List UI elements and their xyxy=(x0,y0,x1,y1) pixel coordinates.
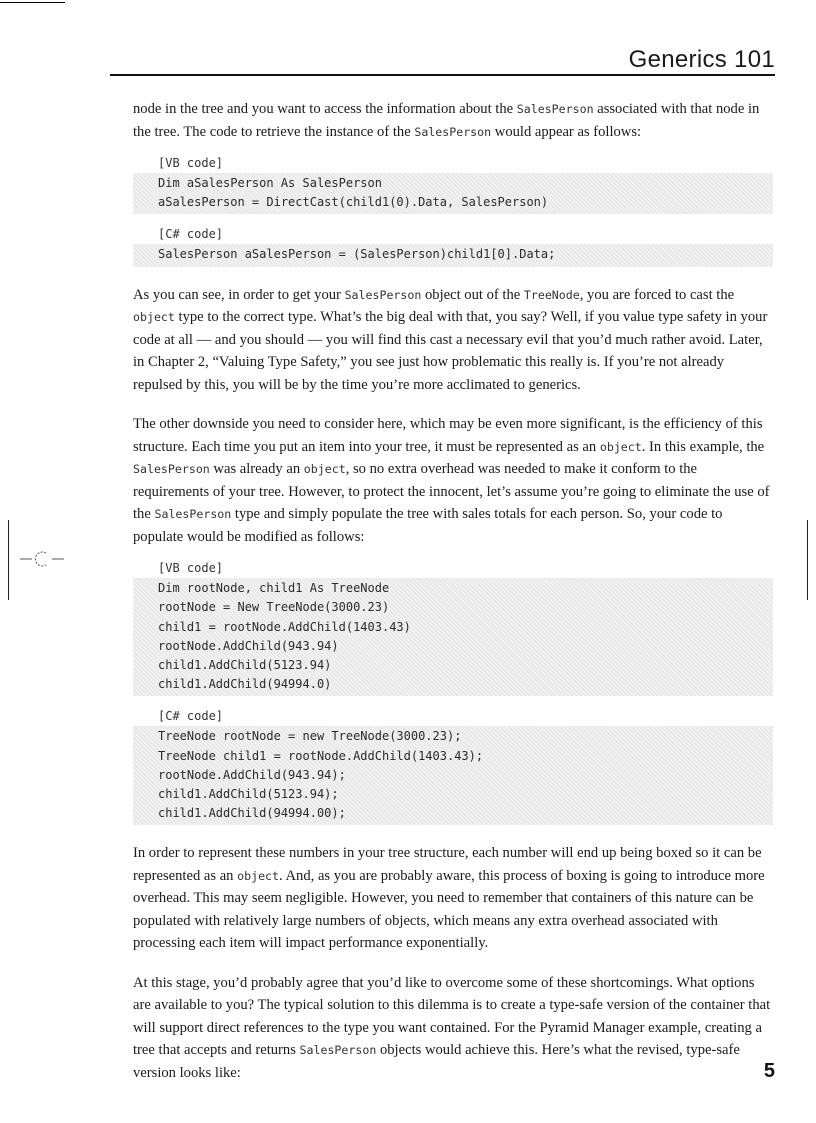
code-block-cs xyxy=(133,726,773,825)
inline-code: SalesPerson xyxy=(299,1043,377,1058)
inline-code: object xyxy=(303,462,346,477)
code-line: child1.AddChild(5123.94); xyxy=(158,786,339,801)
code-line: child1.AddChild(5123.94) xyxy=(158,657,332,672)
inline-code: object xyxy=(599,439,642,454)
code-block-vb xyxy=(133,173,773,214)
code-line: child1.AddChild(94994.00); xyxy=(158,806,346,821)
inline-code: SalesPerson xyxy=(344,287,422,302)
code-line: Dim aSalesPerson As SalesPerson xyxy=(158,176,382,190)
page-number: 5 xyxy=(763,1060,775,1082)
code-line: rootNode.AddChild(943.94) xyxy=(158,638,339,653)
inline-code: SalesPerson xyxy=(154,507,232,522)
code-line: child1 = rootNode.AddChild(1403.43) xyxy=(158,619,411,634)
page-header-title: Generics 101 xyxy=(628,46,775,73)
code-label-vb: [VB code] xyxy=(158,156,224,170)
inline-code: object xyxy=(237,868,280,883)
header-rule xyxy=(110,74,775,76)
code-line: rootNode = New TreeNode(3000.23) xyxy=(158,600,390,615)
corner-crop-mark xyxy=(0,2,65,3)
left-margin-mark xyxy=(8,520,9,600)
paragraph-efficiency: The other downside you need to consider here, which may be even more significant, is the efficiency of this structure. Each time you put an item into your tree, it must be represented as an object. In this example, the SalesPerson was already an object, so no extra overhead was needed to make it conform to the requirements of your tree. However, to protect the innocent, let’s assume you’re going to eliminate the use of the SalesPerson type and simply populate the tree with sales totals for each person. So, your code to populate would be modified as follows: xyxy=(133,416,770,545)
paragraph-boxing: In order to represent these numbers in your tree structure, each number will end up being boxed so it can be represented as an object. And, as you are probably aware, this process of boxing is going to introduce more overhead. This may seem negligible. However, you need to remember that containers of this nature can be populated with relatively large numbers of objects, which means any extra overhead associated with processing each item will impact performance exponentially. xyxy=(133,845,765,952)
code-line: aSalesPerson = DirectCast(child1(0).Data, SalesPerson) xyxy=(158,195,549,210)
right-margin-mark xyxy=(807,520,808,600)
page-body xyxy=(133,98,773,1084)
inline-code: SalesPerson xyxy=(516,102,594,116)
paragraph-intro: node in the tree and you want to access the information about the SalesPerson associated with that node in the tree. The code to retrieve the instance of the SalesPerson would appear as follows: xyxy=(133,101,760,140)
code-line: TreeNode child1 = rootNode.AddChild(1403.43); xyxy=(158,748,484,763)
code-block-cs xyxy=(133,244,773,266)
paragraph-cast: As you can see, in order to get your SalesPerson object out of the TreeNode, you are forced to cast the object type to the correct type. What’s the big deal with that, you say? Well, if you value type safety in your code at all — and you should — you will find this cast a necessary evil that you’d much rather avoid. Later, in Chapter 2, “Valuing Type Safety,” you see just how problematic this really is. If you’re not already repulsed by this, you will be by the time you’re more acclimated to generics. xyxy=(133,286,768,393)
inline-code: SalesPerson xyxy=(414,124,492,139)
registration-mark-icon xyxy=(20,548,66,570)
code-label-cs: [C# code] xyxy=(158,227,224,242)
inline-code: object xyxy=(133,310,175,325)
inline-code: SalesPerson xyxy=(133,462,210,477)
code-label-cs: [C# code] xyxy=(158,709,224,724)
paragraph-solution: At this stage, you’d probably agree that you’d like to overcome some of these shortcomings. What options are available to you? The typical solution to this dilemma is to create a type-safe version of the container that will support direct references to the type you want contained. For the Pyramid Manager example, creating a tree that accepts and returns SalesPerson objects would achieve this. Here’s what the revised, type-safe version looks like: xyxy=(133,974,771,1081)
code-line: rootNode.AddChild(943.94); xyxy=(158,767,346,782)
code-block-vb xyxy=(133,578,773,696)
code-line: child1.AddChild(94994.0) xyxy=(158,677,332,692)
code-line: Dim rootNode, child1 As TreeNode xyxy=(158,581,390,596)
code-line: SalesPerson aSalesPerson = (SalesPerson)child1[0].Data; xyxy=(158,247,556,262)
code-line: TreeNode rootNode = new TreeNode(3000.23); xyxy=(158,729,462,744)
code-label-vb: [VB code] xyxy=(158,561,224,576)
inline-code: TreeNode xyxy=(523,287,580,302)
